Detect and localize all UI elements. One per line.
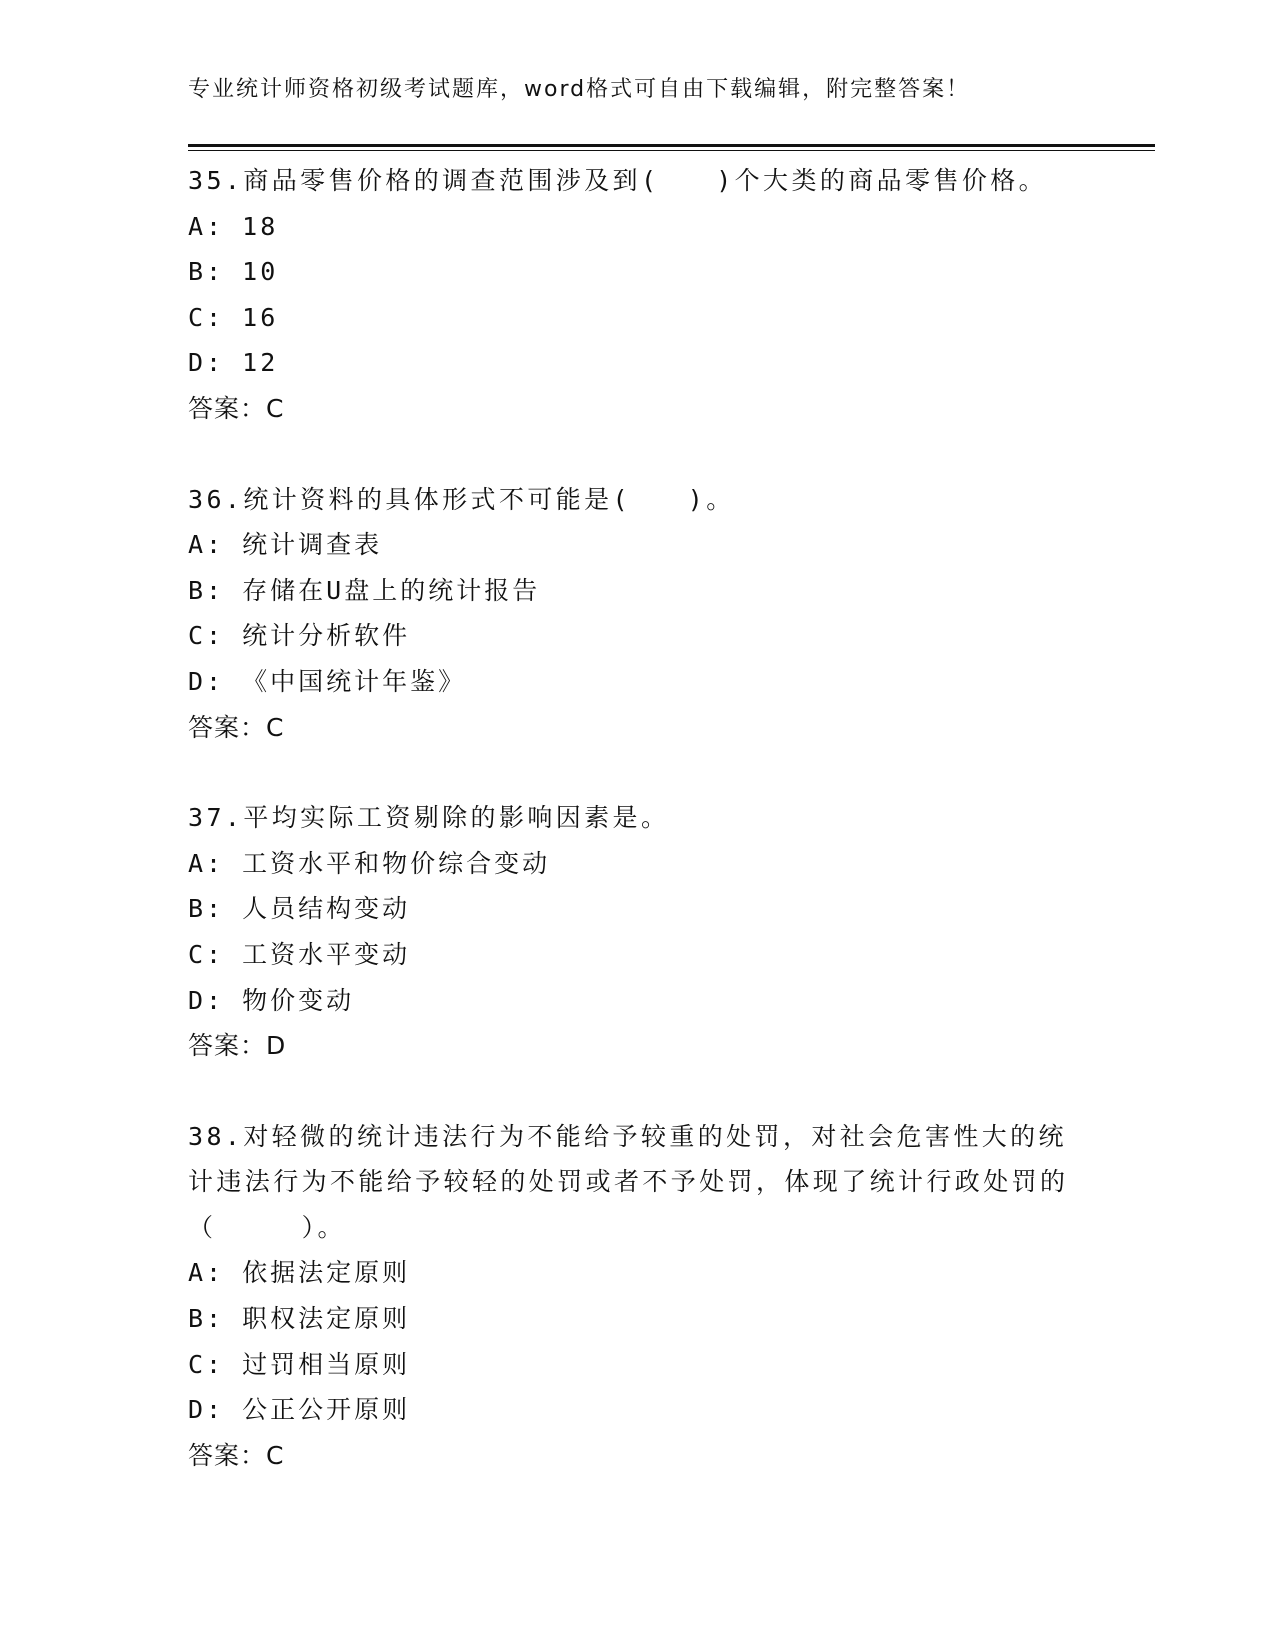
- question-list: [188, 158, 1078, 1523]
- question-stem: 35.商品零售价格的调查范围涉及到( )个大类的商品零售价格。: [188, 166, 1048, 195]
- option-d: D: 物价变动: [188, 985, 355, 1015]
- page-header: 专业统计师资格初级考试题库，word格式可自由下载编辑，附完整答案！: [188, 77, 971, 102]
- option-c: C: 16: [188, 302, 279, 332]
- option-b: B: 存储在U盘上的统计报告: [188, 575, 541, 605]
- option-a: A: 工资水平和物价综合变动: [188, 848, 551, 878]
- option-c: C: 过罚相当原则: [188, 1349, 411, 1379]
- question-35: [188, 158, 1078, 432]
- answer: 答案：C: [188, 712, 285, 742]
- option-b: B: 职权法定原则: [188, 1304, 411, 1334]
- answer: 答案：C: [188, 393, 285, 423]
- option-d: D: 12: [188, 348, 279, 378]
- option-c: C: 统计分析软件: [188, 621, 411, 651]
- question-36: [188, 477, 1078, 751]
- header-rule-thin: [188, 150, 1155, 151]
- option-d: D: 《中国统计年鉴》: [188, 666, 467, 696]
- option-c: C: 工资水平变动: [188, 939, 411, 969]
- question-37: [188, 795, 1078, 1069]
- option-b: B: 10: [188, 257, 279, 287]
- option-b: B: 人员结构变动: [188, 894, 411, 924]
- question-38: [188, 1114, 1078, 1479]
- question-stem: 38.对轻微的统计违法行为不能给予较重的处罚，对社会危害性大的统计违法行为不能给予较轻的处罚或者不予处罚，体现了统计行政处罚的（ ）。: [188, 1121, 1069, 1242]
- header-rule-thick: [188, 144, 1155, 147]
- answer: 答案：D: [188, 1031, 287, 1061]
- option-a: A: 18: [188, 211, 279, 241]
- answer: 答案：C: [188, 1440, 285, 1470]
- option-a: A: 统计调查表: [188, 530, 383, 560]
- option-a: A: 依据法定原则: [188, 1258, 411, 1288]
- question-stem: 37.平均实际工资剔除的影响因素是。: [188, 803, 670, 833]
- question-stem: 36.统计资料的具体形式不可能是( )。: [188, 484, 735, 514]
- option-d: D: 公正公开原则: [188, 1395, 411, 1425]
